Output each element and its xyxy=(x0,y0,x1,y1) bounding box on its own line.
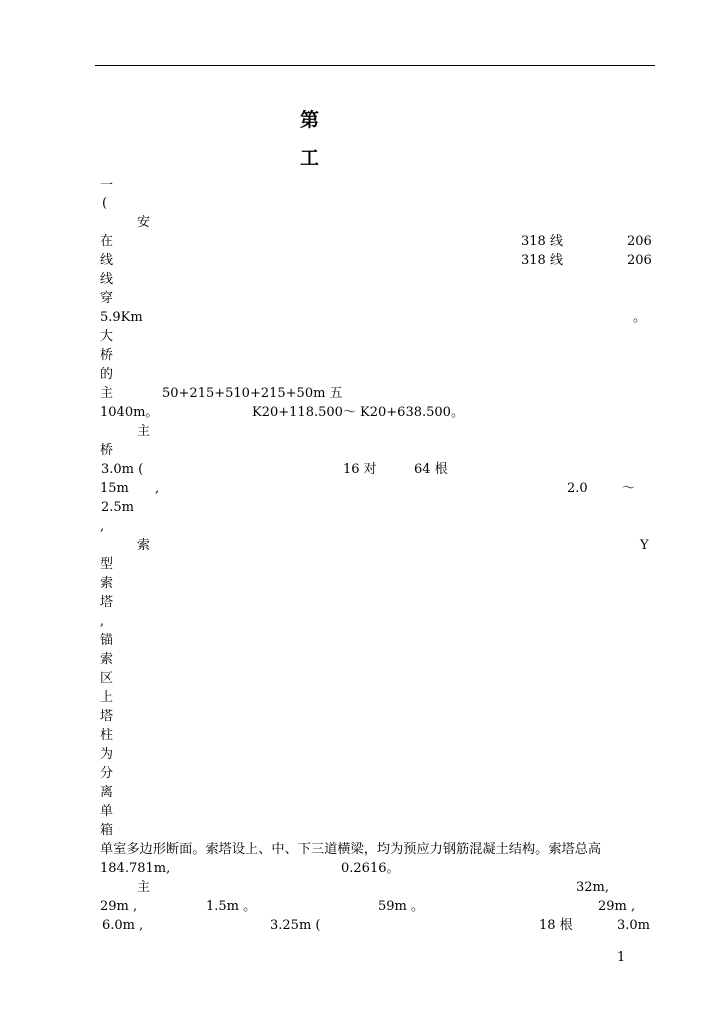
total-length: 1040m。 xyxy=(100,405,159,420)
chapter-heading-line2: 工 xyxy=(300,147,320,169)
col-char: 的 xyxy=(100,367,114,382)
col-char: 在 xyxy=(100,234,114,249)
value-29: 29m , xyxy=(100,899,138,914)
value-29: 29m , xyxy=(598,899,636,914)
col-char: 塔 xyxy=(100,709,114,724)
col-char: 柱 xyxy=(100,728,114,743)
height-text: 184.781m, xyxy=(100,861,171,876)
value-32: 32m, xyxy=(576,880,610,895)
pairs-text: 16 对 xyxy=(343,462,377,477)
col-char: 大 xyxy=(100,329,114,344)
value-6-0: 6.0m , xyxy=(102,918,144,933)
indent-char: 主 xyxy=(137,424,151,439)
indent-char: 主 xyxy=(137,880,151,895)
col-char: 索 xyxy=(100,652,114,667)
col-char: 箱 xyxy=(100,823,114,838)
ratio-text: 0.2616。 xyxy=(341,861,400,876)
col-char: 一 xyxy=(100,178,114,193)
length-text: 5.9Km xyxy=(100,310,143,325)
col-char: 单 xyxy=(100,804,114,819)
comma: , xyxy=(100,519,105,534)
col-char: 桥 xyxy=(100,443,114,458)
value-2-0: 2.0 xyxy=(567,481,588,496)
col-char: 上 xyxy=(100,690,114,705)
value-1-5: 1.5m 。 xyxy=(206,899,257,914)
col-char: 为 xyxy=(100,747,114,762)
length-15: 15m xyxy=(100,481,129,496)
value-3-25: 3.25m ( xyxy=(270,918,321,933)
chainage: K20+118.500～ K20+638.500。 xyxy=(252,405,464,420)
col-char: 索 xyxy=(100,576,114,591)
road-318: 318 线 xyxy=(521,253,563,268)
col-char: 型 xyxy=(100,557,114,572)
col-char: 线 xyxy=(100,272,114,287)
span-label: 主 xyxy=(100,386,114,401)
col-char: 塔 xyxy=(100,595,114,610)
col-char: 分 xyxy=(100,766,114,781)
value-3-0: 3.0m xyxy=(617,918,651,933)
page-number: 1 xyxy=(617,950,626,965)
value-59: 59m 。 xyxy=(378,899,425,914)
comma: , xyxy=(155,481,160,496)
header-rule xyxy=(95,65,655,66)
col-char: 区 xyxy=(100,671,114,686)
full-text-line: 单室多边形断面。索塔设上、中、下三道横梁，均为预应力钢筋混凝土结构。索塔总高 xyxy=(100,842,602,857)
span-layout: 50+215+510+215+50m 五 xyxy=(162,386,343,401)
tilde: ～ xyxy=(622,481,636,496)
road-206: 206 xyxy=(627,253,652,268)
roots-18: 18 根 xyxy=(539,918,573,933)
chapter-heading-line1: 第 xyxy=(300,109,320,131)
col-char: 桥 xyxy=(100,348,114,363)
col-char: 离 xyxy=(100,785,114,800)
roots-text: 64 根 xyxy=(414,462,448,477)
road-206: 206 xyxy=(627,234,652,249)
y-letter: Y xyxy=(640,538,649,553)
value-2-5: 2.5m xyxy=(101,500,135,515)
indent-char: 安 xyxy=(137,215,151,230)
road-318: 318 线 xyxy=(521,234,563,249)
col-char: 线 xyxy=(100,253,114,268)
col-char: 穿 xyxy=(100,291,114,306)
col-char: , xyxy=(100,614,105,629)
width-text: 3.0m ( xyxy=(101,462,144,477)
indent-char: 索 xyxy=(137,538,151,553)
period: 。 xyxy=(633,310,647,325)
col-char: 锚 xyxy=(100,633,114,648)
col-char: ( xyxy=(102,196,108,211)
